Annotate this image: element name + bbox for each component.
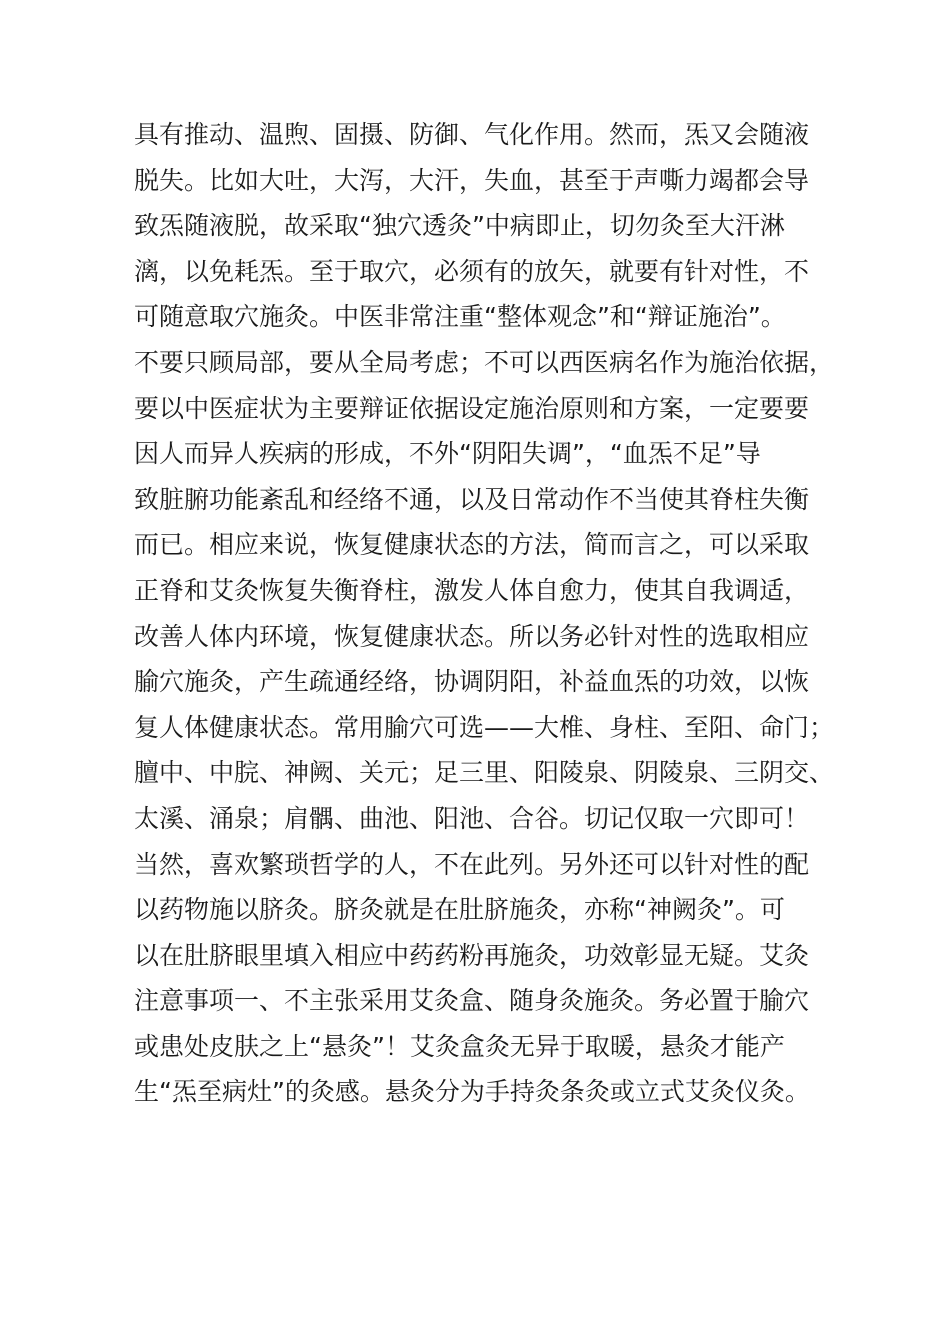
- text-line: 不要只顾局部，要从全局考虑；不可以西医病名作为施治依据，: [134, 347, 835, 377]
- text-line: 膻中、中脘、神阙、关元；足三里、阳陵泉、阴陵泉、三阴交、: [134, 758, 835, 788]
- body-paragraph: [134, 112, 854, 1115]
- text-line: 致脏腑功能紊乱和经络不通，以及日常动作不当使其脊柱失衡: [134, 484, 810, 514]
- text-line: 复人体健康状态。常用腧穴可选——大椎、身柱、至阳、命门；: [134, 712, 835, 742]
- text-line: 当然，喜欢繁琐哲学的人，不在此列。另外还可以针对性的配: [134, 849, 810, 879]
- text-line: 而已。相应来说，恢复健康状态的方法，简而言之，可以采取: [134, 530, 810, 560]
- text-line: 腧穴施灸，产生疏通经络，协调阴阳，补益血炁的功效，以恢: [134, 667, 810, 697]
- text-line: 改善人体内环境，恢复健康状态。所以务必针对性的选取相应: [134, 621, 810, 651]
- text-line: 或患处皮肤之上“悬灸”！艾灸盒灸无异于取暖，悬灸才能产: [134, 1031, 785, 1061]
- text-line: 以药物施以脐灸。脐灸就是在肚脐施灸，亦称“神阙灸”。可: [134, 895, 785, 925]
- text-line: 因人而异人疾病的形成，不外“阴阳失调”，“血炁不足”导: [134, 439, 761, 469]
- text-line: 可随意取穴施灸。中医非常注重“整体观念”和“辩证施治”。: [134, 302, 786, 332]
- text-line: 生“炁至病灶”的灸感。悬灸分为手持灸条灸或立式艾灸仪灸。: [134, 1077, 810, 1107]
- text-line: 具有推动、温煦、固摄、防御、气化作用。然而，炁又会随液: [134, 120, 810, 149]
- text-line: 要以中医症状为主要辩证依据设定施治原则和方案，一定要要: [134, 393, 810, 423]
- text-line: 致炁随液脱，故采取“独穴透灸”中病即止，切勿灸至大汗淋: [134, 211, 785, 241]
- text-line: 脱失。比如大吐，大泻，大汗，失血，甚至于声嘶力竭都会导: [134, 165, 810, 195]
- text-line: 注意事项一、不主张采用艾灸盒、随身灸施灸。务必置于腧穴: [134, 986, 810, 1016]
- text-line: 太溪、涌泉；肩髃、曲池、阳池、合谷。切记仅取一穴即可！: [134, 803, 810, 833]
- text-line: 正脊和艾灸恢复失衡脊柱，激发人体自愈力，使其自我调适，: [134, 575, 810, 605]
- text-line: 漓，以免耗炁。至于取穴，必须有的放矢，就要有针对性，不: [134, 256, 810, 286]
- text-line: 以在肚脐眼里填入相应中药药粉再施灸，功效彰显无疑。艾灸: [134, 940, 810, 970]
